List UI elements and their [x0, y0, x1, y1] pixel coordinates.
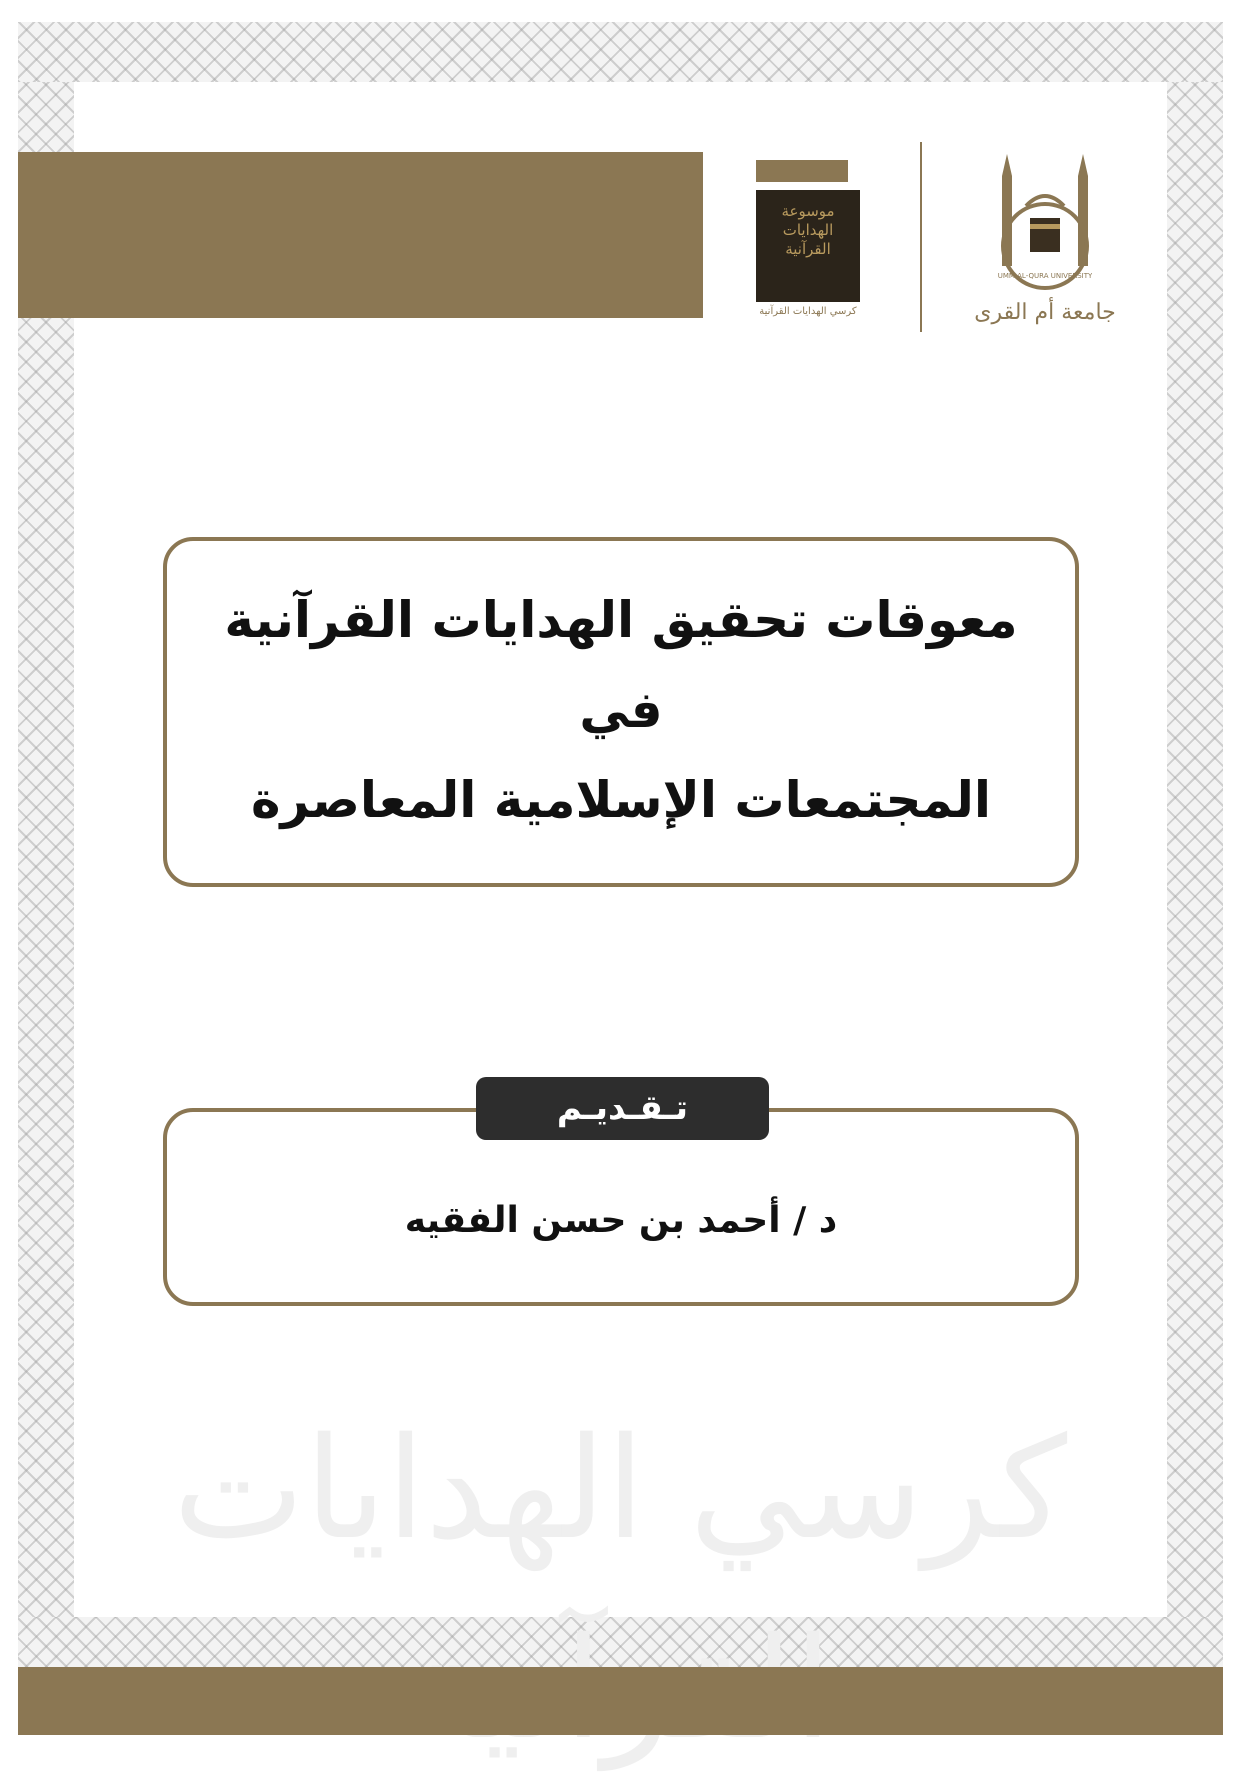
presented-by-label: تـقـديـم: [476, 1077, 769, 1140]
title-line-1: معوقات تحقيق الهدايات القرآنية: [224, 591, 1018, 649]
logo-strip: [756, 160, 848, 182]
decorative-border-top: [18, 22, 1223, 82]
author-name: د / أحمد بن حسن الفقيه: [404, 1200, 838, 1241]
title-line-3: المجتمعات الإسلامية المعاصرة: [250, 771, 991, 829]
gold-band-bottom: [18, 1667, 1223, 1735]
seal-text: UMM AL-QURA UNIVERSITY: [998, 272, 1092, 280]
university-emblem-icon: [998, 146, 1092, 296]
logo-line: موسوعة: [781, 202, 835, 220]
university-name: جامعة أم القرى: [974, 300, 1116, 325]
logo-calligraphy-square: [756, 190, 860, 302]
gold-band-top: [18, 152, 703, 318]
logo-line: الهدايات: [782, 221, 834, 239]
logo-divider: [920, 142, 922, 332]
decorative-border-right: [1167, 82, 1223, 1642]
encyclopedia-logo: [752, 152, 864, 322]
title-box: [163, 537, 1079, 887]
watermark-calligraphy: كرسي الهدايات: [172, 1408, 1068, 1571]
title-line-2: في: [579, 681, 663, 739]
university-logo: [960, 140, 1130, 340]
logo-line: القرآنية: [785, 240, 831, 258]
logo-caption: كرسي الهدايات القرآنية: [759, 306, 857, 317]
